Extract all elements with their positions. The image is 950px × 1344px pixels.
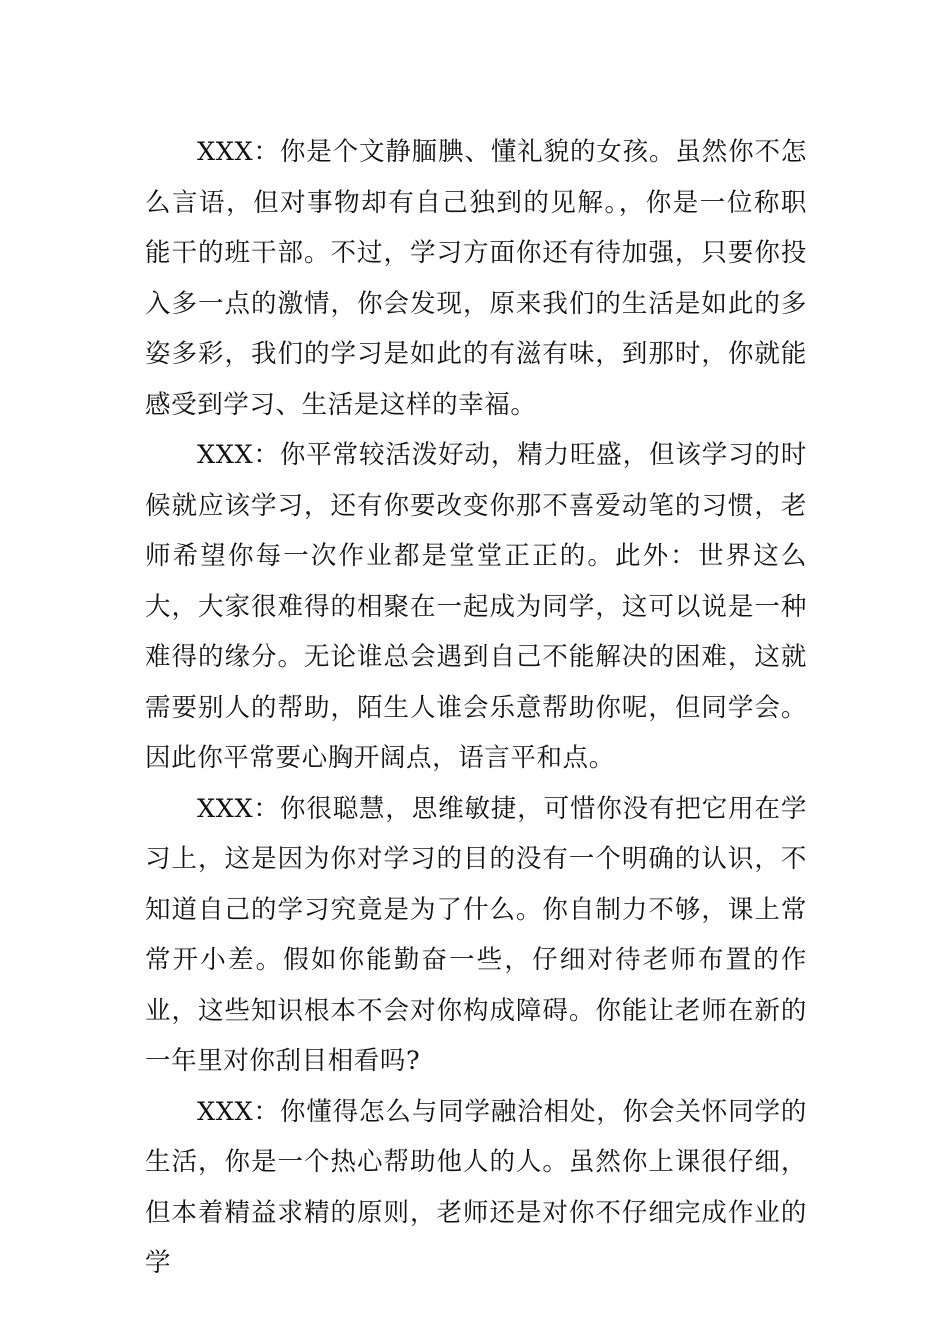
paragraph-3: XXX：你很聪慧，思维敏捷，可惜你没有把它用在学习上，这是因为你对学习的目的没有一个明确的认识，不知道自己的学习究竟是为了什么。你自制力不够，课上常常开小差。假如你能勤奋一些，仔细对待老师布置的作业，这些知识根本不会对你构成障碍。你能让老师在新的一年里对你刮目相看吗? (145, 793, 807, 1076)
paragraph-1: XXX：你是个文静腼腆、懂礼貌的女孩。虽然你不怎么言语，但对事物却有自己独到的见解。，你是一位称职能干的班干部。不过，学习方面你还有待加强，只要你投入多一点的激情，你会发现，原来我们的生活是如此的多姿多彩，我们的学习是如此的有滋有味，到那时，你就能感受到学习、生活是这样的幸福。 (145, 137, 807, 420)
paragraph-4: XXX：你懂得怎么与同学融洽相处，你会关怀同学的生活，你是一个热心帮助他人的人。虽然你上课很仔细，但本着精益求精的原则，老师还是对你不仔细完成作业的学 (145, 1096, 807, 1278)
paragraph-2: XXX：你平常较活泼好动，精力旺盛，但该学习的时候就应该学习，还有你要改变你那不喜爱动笔的习惯，老师希望你每一次作业都是堂堂正正的。此外：世界这么大，大家很难得的相聚在一起成为同学，这可以说是一种难得的缘分。无论谁总会遇到自己不能解决的困难，这就需要别人的帮助，陌生人谁会乐意帮助你呢，但同学会。因此你平常要心胸开阔点，语言平和点。 (145, 440, 807, 773)
document-body (145, 127, 807, 1289)
